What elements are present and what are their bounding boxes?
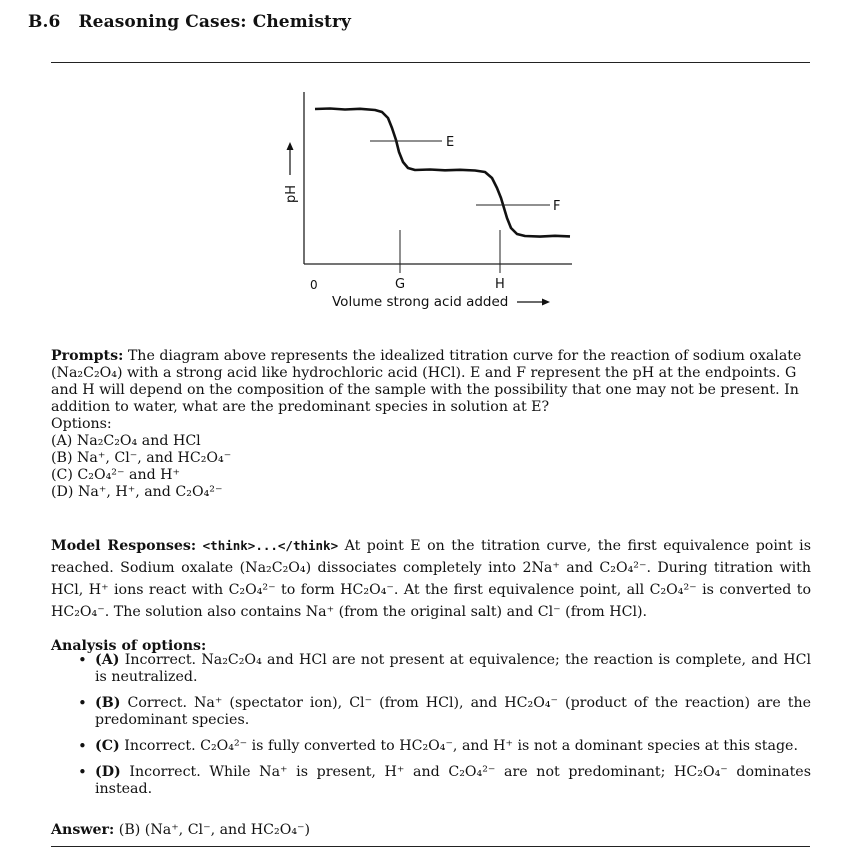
answer-text: (B) (Na⁺, Cl⁻, and HC₂O₄⁻) [118,822,311,838]
label-f: F [553,199,561,214]
answer-line [51,822,310,838]
response-text: At point E on the titration curve, the first equivalence point is reached. Sodium oxalate (Na₂C₂O₄) dissociates completely into 2Na⁺ and C₂O₄²⁻. During titration with HCl, H⁺ ions react with C₂O₄²⁻ to form HC₂O₄⁻. At the first equivalence point, all C₂O₄²⁻ is converted to HC₂O₄⁻. The solution also contains Na⁺ (from the original salt) and Cl⁻ (from HCl). [51,538,812,620]
analysis-text: Correct. Na⁺ (spectator ion), Cl⁻ (from HCl), and HC₂O₄⁻ (product of the reaction) are the predominant species. [95,695,811,728]
label-g: G [395,277,406,292]
option-d: (D) Na⁺, H⁺, and C₂O₄²⁻ [51,484,223,500]
think-tag: <think>...</think> [202,538,339,553]
response-label: Model Responses: [51,538,197,554]
prompt-block [51,348,811,501]
analysis-tag: (D) [95,764,121,780]
section-heading [28,12,351,32]
prompt-label: Prompts: [51,348,124,364]
analysis-text: Incorrect. C₂O₄²⁻ is fully converted to HC₂O₄⁻, and H⁺ is not a dominant species at this stage. [124,738,798,754]
analysis-text: Incorrect. Na₂C₂O₄ and HCl are not present at equivalence; the reaction is complete, and HCl is neutralized. [95,652,812,685]
origin-label: 0 [310,278,318,292]
x-axis-label: Volume strong acid added [332,294,509,310]
y-axis-arrowhead [287,142,294,150]
bottom-divider [51,846,810,847]
option-b: (B) Na⁺, Cl⁻, and HC₂O₄⁻ [51,450,232,466]
analysis-list [95,652,811,807]
section-number: B.6 [28,12,61,32]
label-e: E [446,135,455,150]
titration-curve [315,109,570,237]
analysis-item-b [95,695,811,729]
y-axis-label: pH [284,184,299,203]
analysis-title: Analysis of options: [51,638,207,654]
options-label: Options: [51,416,112,432]
option-a: (A) Na₂C₂O₄ and HCl [51,433,201,449]
label-h: H [495,277,505,292]
section-title: Reasoning Cases: Chemistry [78,12,352,32]
prompt-text: The diagram above represents the idealized titration curve for the reaction of sodium oxalate (Na₂C₂O₄) with a strong acid like hydrochloric acid (HCl). E and F represent the pH at the endpoints. G and H will depend on the composition of the sample with the possibility that one may not be present. In addition to water, what are the predominant species in solution at E? [51,348,802,415]
analysis-text: Incorrect. While Na⁺ is present, H⁺ and C₂O₄²⁻ are not predominant; HC₂O₄⁻ dominates instead. [95,764,811,797]
answer-label: Answer: [51,822,115,838]
titration-curve-figure [270,80,590,320]
prompt-paragraph [51,348,811,416]
analysis-tag: (B) [95,695,121,711]
x-axis-arrowhead [542,299,550,306]
model-response-block [51,535,811,623]
analysis-item-a [95,652,811,686]
option-c: (C) C₂O₄²⁻ and H⁺ [51,467,181,483]
analysis-tag: (C) [95,738,120,754]
top-divider [51,62,810,63]
analysis-tag: (A) [95,652,120,668]
analysis-item-c [95,738,811,755]
analysis-item-d [95,764,811,798]
